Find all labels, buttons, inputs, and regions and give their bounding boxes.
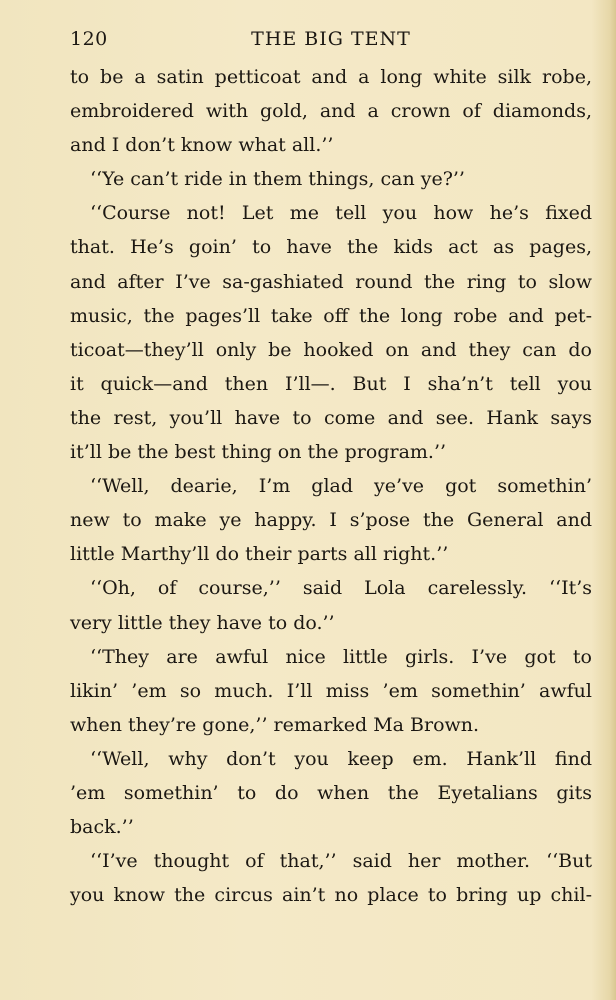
text-line: very little they have to do.’’ <box>70 611 335 634</box>
text-line: embroidered with gold, and a crown of diamonds, <box>70 100 592 123</box>
text-line: new to make ye happy. I s’pose the General and <box>70 509 592 532</box>
text-line: ‘‘Course not! Let me tell you how he’s fixed <box>90 202 592 225</box>
text-line: and after I’ve sa-gashiated round the ring to slow <box>70 270 592 293</box>
text-line: you know the circus ain’t no place to bring up chil- <box>70 884 592 907</box>
text-line: back.’’ <box>70 816 134 839</box>
text-line: to be a satin petticoat and a long white silk robe, <box>70 66 592 88</box>
running-head-title: THE BIG TENT <box>251 28 411 50</box>
text-line: ’em somethin’ to do when the Eyetalians gits <box>70 781 592 804</box>
text-line: it quick—and then I’ll—. But I sha’n’t tell you <box>70 372 592 395</box>
text-line: ‘‘Well, dearie, I’m glad ye’ve got somethin’ <box>90 475 592 498</box>
text-line: ‘‘I’ve thought of that,’’ said her mother. ‘‘But <box>90 850 592 873</box>
page-header <box>70 28 592 54</box>
text-line: and I don’t know what all.’’ <box>70 134 334 157</box>
text-line: ‘‘Oh, of course,’’ said Lola carelessly. ‘‘It’s <box>90 577 592 600</box>
text-line: ticoat—they’ll only be hooked on and they can do <box>70 338 592 361</box>
text-line: little Marthy’ll do their parts all right.’’ <box>70 543 449 566</box>
text-line: that. He’s goin’ to have the kids act as pages, <box>70 236 592 259</box>
text-line: ‘‘They are awful nice little girls. I’ve got to <box>90 645 592 668</box>
text-line: likin’ ’em so much. I’ll miss ’em somethin’ awful <box>70 679 592 702</box>
text-line: the rest, you’ll have to come and see. Hank says <box>70 406 592 429</box>
text-line: ‘‘Ye can’t ride in them things, can ye?’’ <box>90 168 465 191</box>
body-text <box>70 60 592 912</box>
page-number: 120 <box>70 28 108 50</box>
text-line: it’ll be the best thing on the program.’’ <box>70 441 447 464</box>
text-line: when they’re gone,’’ remarked Ma Brown. <box>70 713 480 736</box>
text-line: music, the pages’ll take off the long robe and pet- <box>70 304 592 327</box>
text-line: ‘‘Well, why don’t you keep em. Hank’ll find <box>90 747 592 770</box>
